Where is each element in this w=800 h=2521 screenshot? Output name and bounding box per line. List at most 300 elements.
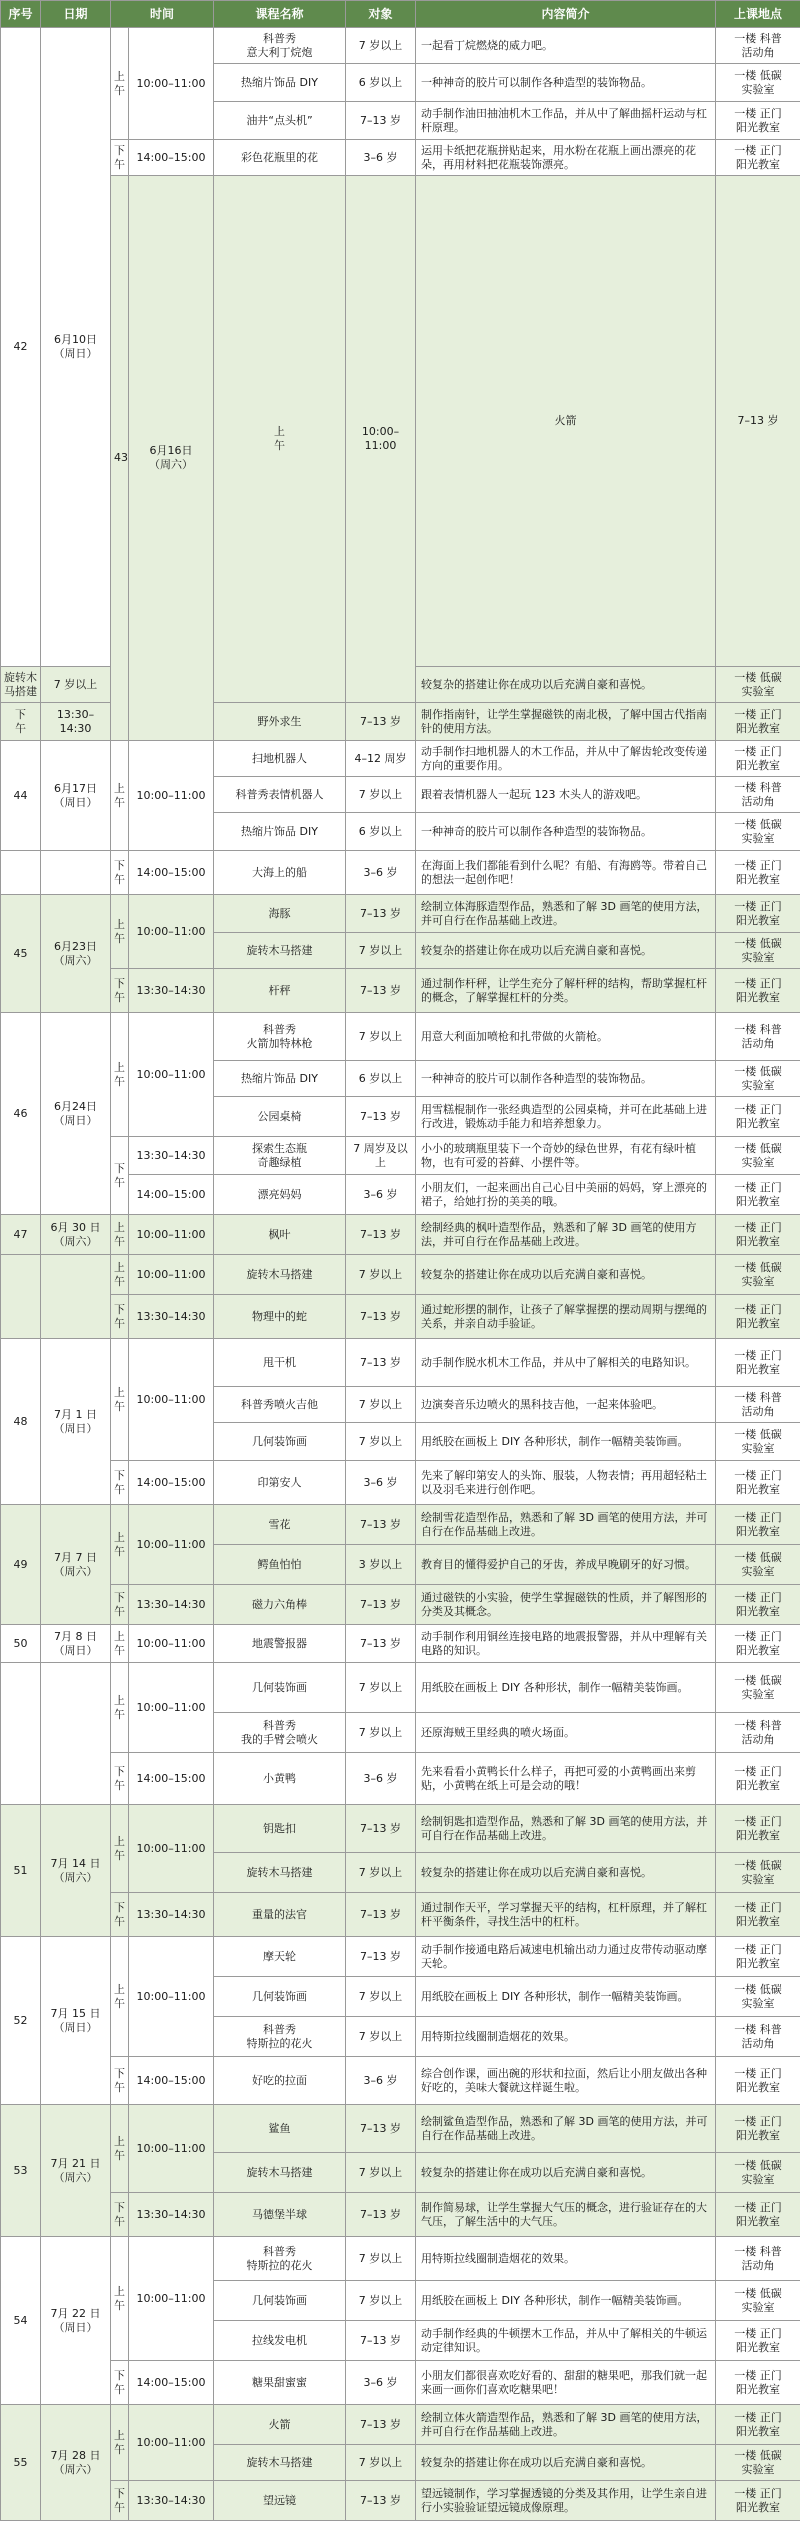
session-number: 43 (111, 176, 129, 741)
time-slot: 13:30–14:30 (129, 1137, 214, 1175)
course-name: 油井“点头机” (214, 102, 346, 140)
session-number: 49 (1, 1505, 41, 1625)
course-name: 拉线发电机 (214, 2321, 346, 2361)
header-date: 日期 (41, 1, 111, 28)
course-location: 一楼 低碳 实验室 (716, 1061, 800, 1097)
course-description: 较复杂的搭建让你在成功以后充满自豪和喜悦。 (416, 933, 716, 969)
course-target: 7 岁以上 (41, 667, 111, 703)
course-name: 鳄鱼怕怕 (214, 1545, 346, 1585)
am-label (214, 176, 346, 703)
time-slot: 10:00–11:00 (129, 28, 214, 140)
course-name: 旋转木马搭建 (1, 667, 41, 703)
course-name: 印第安人 (214, 1461, 346, 1505)
course-target: 7 岁以上 (346, 1423, 416, 1461)
course-target: 7–13 岁 (346, 703, 416, 741)
session-date: 6月16日 （周六） (129, 176, 214, 741)
time-slot: 14:00–15:00 (129, 1753, 214, 1805)
time-slot: 10:00–11:00 (129, 2237, 214, 2361)
session-date: 6月 30 日 （周六） (41, 1215, 111, 1255)
session-number: 53 (1, 2105, 41, 2237)
course-description: 一起看丁烷燃烧的威力吧。 (416, 28, 716, 64)
course-location: 一楼 正门 阳光教室 (716, 140, 800, 176)
course-target: 7–13 岁 (346, 895, 416, 933)
table-row (1, 1339, 800, 1387)
period-text: 上午 (114, 1835, 126, 1863)
course-description: 用特斯拉线圈制造烟花的效果。 (416, 2237, 716, 2281)
course-target: 3–6 岁 (346, 2057, 416, 2105)
course-target: 7–13 岁 (346, 2481, 416, 2521)
session-date (41, 1663, 111, 1805)
am-label (111, 741, 129, 851)
period-text: 下午 (114, 1303, 126, 1331)
pm-label (111, 2193, 129, 2237)
time-slot: 10:00–11:00 (346, 176, 416, 703)
course-description: 用意大利面加喷枪和扎带做的火箭枪。 (416, 1013, 716, 1061)
course-location: 一楼 科普 活动角 (716, 1713, 800, 1753)
course-location: 一楼 正门 阳光教室 (716, 741, 800, 777)
course-name: 海豚 (214, 895, 346, 933)
course-name: 旋转木马搭建 (214, 1255, 346, 1295)
session-date: 6月23日 （周六） (41, 895, 111, 1013)
course-name: 望远镜 (214, 2481, 346, 2521)
am-label (111, 1255, 129, 1295)
course-description: 一种神奇的胶片可以制作各种造型的装饰物品。 (416, 64, 716, 102)
time-slot: 13:30–14:30 (129, 2481, 214, 2521)
time-slot: 10:00–11:00 (129, 2405, 214, 2481)
table-row (1, 140, 800, 176)
session-date: 7月 15 日 （周日） (41, 1937, 111, 2105)
pm-label (111, 140, 129, 176)
course-name: 小黄鸭 (214, 1753, 346, 1805)
course-location: 一楼 正门 阳光教室 (716, 969, 800, 1013)
course-name: 重量的法官 (214, 1893, 346, 1937)
course-location: 一楼 正门 阳光教室 (716, 2321, 800, 2361)
table-row (1, 1585, 800, 1625)
period-text: 下午 (114, 977, 126, 1005)
session-number: 47 (1, 1215, 41, 1255)
course-description: 动手制作利用铜丝连接电路的地震报警器，并从中理解有关电路的知识。 (416, 1625, 716, 1663)
am-label (111, 895, 129, 969)
course-name: 热缩片饰品 DIY (214, 813, 346, 851)
period-text: 下午 (114, 1765, 126, 1793)
course-description: 综合创作课，画出碗的形状和拉面，然后让小朋友做出各种好吃的，美味大餐就这样诞生啦。 (416, 2057, 716, 2105)
session-date (41, 851, 111, 895)
course-name: 几何装饰画 (214, 2281, 346, 2321)
am-label (111, 1013, 129, 1137)
table-row (1, 1255, 800, 1295)
course-target: 7 岁以上 (346, 2153, 416, 2193)
course-target: 7–13 岁 (346, 2105, 416, 2153)
session-number (1, 1255, 41, 1339)
course-description: 用纸胶在画板上 DIY 各种形状，制作一幅精美装饰画。 (416, 2281, 716, 2321)
header-desc: 内容简介 (416, 1, 716, 28)
course-target: 3–6 岁 (346, 1175, 416, 1215)
course-name: 旋转木马搭建 (214, 2153, 346, 2193)
session-date: 7月 21 日 （周六） (41, 2105, 111, 2237)
course-description: 动手制作接通电路后减速电机输出动力通过皮带传动驱动摩天轮。 (416, 1937, 716, 1977)
course-location: 一楼 科普 活动角 (716, 1013, 800, 1061)
am-label (111, 1625, 129, 1663)
session-number: 44 (1, 741, 41, 851)
course-location: 一楼 正门 阳光教室 (716, 1585, 800, 1625)
course-description: 较复杂的搭建让你在成功以后充满自豪和喜悦。 (416, 667, 716, 703)
period-text: 下午 (114, 2369, 126, 2397)
course-name: 科普秀表情机器人 (214, 777, 346, 813)
table-row (1, 2405, 800, 2445)
time-slot: 13:30–14:30 (129, 2193, 214, 2237)
time-slot: 10:00–11:00 (129, 1013, 214, 1137)
time-slot: 13:30–14:30 (41, 703, 111, 741)
am-label (111, 2237, 129, 2361)
time-slot: 10:00–11:00 (129, 895, 214, 969)
table-row (1, 2193, 800, 2237)
course-description: 绘制立体海豚造型作品，熟悉和了解 3D 画笔的使用方法，并可自行在作品基础上改进。 (416, 895, 716, 933)
course-name: 几何装饰画 (214, 1423, 346, 1461)
course-name: 科普秀 火箭加特林枪 (214, 1013, 346, 1061)
course-target: 7 岁以上 (346, 1387, 416, 1423)
time-slot: 10:00–11:00 (129, 2105, 214, 2193)
course-name: 公园桌椅 (214, 1097, 346, 1137)
course-description: 用特斯拉线圈制造烟花的效果。 (416, 2017, 716, 2057)
course-target: 7–13 岁 (346, 1585, 416, 1625)
course-name: 科普秀 特斯拉的花火 (214, 2237, 346, 2281)
course-target: 7–13 岁 (346, 2193, 416, 2237)
course-name: 科普秀 意大利丁烷炮 (214, 28, 346, 64)
course-location: 一楼 正门 阳光教室 (716, 2193, 800, 2237)
header-location: 上课地点 (716, 1, 800, 28)
course-location: 一楼 正门 阳光教室 (716, 1505, 800, 1545)
course-description: 用纸胶在画板上 DIY 各种形状，制作一幅精美装饰画。 (416, 1977, 716, 2017)
table-row (1, 1625, 800, 1663)
period-text: 下午 (15, 708, 27, 736)
course-location: 一楼 正门 阳光教室 (716, 851, 800, 895)
course-name: 物理中的蛇 (214, 1295, 346, 1339)
course-name: 火箭 (214, 2405, 346, 2445)
course-target: 7 岁以上 (346, 1663, 416, 1713)
time-slot: 13:30–14:30 (129, 969, 214, 1013)
course-name: 甩干机 (214, 1339, 346, 1387)
session-number: 52 (1, 1937, 41, 2105)
course-target: 3–6 岁 (346, 851, 416, 895)
course-name: 磁力六角棒 (214, 1585, 346, 1625)
table-row (1, 1805, 800, 1853)
course-target: 7 周岁及以上 (346, 1137, 416, 1175)
course-name: 糖果甜蜜蜜 (214, 2361, 346, 2405)
session-number: 51 (1, 1805, 41, 1937)
course-target: 3–6 岁 (346, 1461, 416, 1505)
header-target: 对象 (346, 1, 416, 28)
table-row (1, 1505, 800, 1545)
course-target: 3 岁以上 (346, 1545, 416, 1585)
course-target: 6 岁以上 (346, 64, 416, 102)
am-label (111, 2405, 129, 2481)
course-location: 一楼 正门 阳光教室 (716, 1215, 800, 1255)
course-location: 一楼 低碳 实验室 (716, 1255, 800, 1295)
course-target: 3–6 岁 (346, 1753, 416, 1805)
course-location: 一楼 正门 阳光教室 (716, 1625, 800, 1663)
course-description: 望远镜制作，学习掌握透镜的分类及其作用，让学生亲自进行小实验验证望远镜成像原理。 (416, 2481, 716, 2521)
time-slot: 10:00–11:00 (129, 1937, 214, 2057)
course-description: 动手制作扫地机器人的木工作品，并从中了解齿轮改变传递方向的重要作用。 (416, 741, 716, 777)
pm-label (111, 2057, 129, 2105)
course-description: 较复杂的搭建让你在成功以后充满自豪和喜悦。 (416, 2445, 716, 2481)
table-row (1, 2105, 800, 2153)
header-row (1, 1, 800, 28)
session-number: 42 (1, 28, 41, 667)
am-label (111, 1215, 129, 1255)
course-location: 一楼 正门 阳光教室 (716, 1753, 800, 1805)
course-name: 科普秀 我的手臂会喷火 (214, 1713, 346, 1753)
table-row (1, 851, 800, 895)
time-slot: 10:00–11:00 (129, 1339, 214, 1461)
course-location: 一楼 正门 阳光教室 (716, 2057, 800, 2105)
table-row (1, 176, 800, 667)
session-number: 55 (1, 2405, 41, 2521)
session-number: 45 (1, 895, 41, 1013)
course-location: 一楼 正门 阳光教室 (716, 1175, 800, 1215)
course-description: 通过制作杆秤，让学生充分了解杆秤的结构，帮助掌握杠杆的概念，了解掌握杠杆的分类。 (416, 969, 716, 1013)
time-slot: 10:00–11:00 (129, 1255, 214, 1295)
course-target: 7–13 岁 (346, 1295, 416, 1339)
course-location: 一楼 正门 阳光教室 (716, 1339, 800, 1387)
course-location: 一楼 正门 阳光教室 (716, 1893, 800, 1937)
course-location: 一楼 科普 活动角 (716, 777, 800, 813)
course-location: 一楼 科普 活动角 (716, 2017, 800, 2057)
header-course: 课程名称 (214, 1, 346, 28)
course-target: 7 岁以上 (346, 777, 416, 813)
session-number: 48 (1, 1339, 41, 1505)
course-target: 7 岁以上 (346, 2237, 416, 2281)
course-target: 7–13 岁 (346, 1625, 416, 1663)
period-text: 下午 (114, 2067, 126, 2095)
course-description: 较复杂的搭建让你在成功以后充满自豪和喜悦。 (416, 1853, 716, 1893)
course-target: 7–13 岁 (346, 1937, 416, 1977)
session-date: 6月17日 （周日） (41, 741, 111, 851)
course-target: 7–13 岁 (346, 1505, 416, 1545)
time-slot: 13:30–14:30 (129, 1585, 214, 1625)
course-description: 较复杂的搭建让你在成功以后充满自豪和喜悦。 (416, 1255, 716, 1295)
course-name: 旋转木马搭建 (214, 2445, 346, 2481)
time-slot: 14:00–15:00 (129, 851, 214, 895)
course-description: 还原海贼王里经典的喷火场面。 (416, 1713, 716, 1753)
course-target: 7 岁以上 (346, 1013, 416, 1061)
course-name: 马德堡半球 (214, 2193, 346, 2237)
course-location: 一楼 正门 阳光教室 (716, 1805, 800, 1853)
period-text: 上午 (114, 1694, 126, 1722)
session-date: 7月 28 日 （周六） (41, 2405, 111, 2521)
session-date: 6月10日 （周日） (41, 28, 111, 667)
course-target: 3–6 岁 (346, 2361, 416, 2405)
course-name: 探索生态瓶 奇趣绿植 (214, 1137, 346, 1175)
course-target: 6 岁以上 (346, 813, 416, 851)
course-target: 7 岁以上 (346, 933, 416, 969)
course-name: 摩天轮 (214, 1937, 346, 1977)
course-description: 教育目的懂得爱护自己的牙齿，养成早晚刷牙的好习惯。 (416, 1545, 716, 1585)
time-slot: 10:00–11:00 (129, 1215, 214, 1255)
course-description: 绘制钥匙扣造型作品，熟悉和了解 3D 画笔的使用方法，并可自行在作品基础上改进。 (416, 1805, 716, 1853)
course-description: 用纸胶在画板上 DIY 各种形状，制作一幅精美装饰画。 (416, 1663, 716, 1713)
time-slot: 14:00–15:00 (129, 2057, 214, 2105)
table-row (1, 1893, 800, 1937)
course-description: 动手制作经典的牛顿摆木工作品，并从中了解相关的牛顿运动定律知识。 (416, 2321, 716, 2361)
period-text: 上午 (114, 1531, 126, 1559)
course-location: 一楼 正门 阳光教室 (716, 703, 800, 741)
course-description: 先来看看小黄鸭长什么样子，再把可爱的小黄鸭画出来剪贴，小黄鸭在纸上可是会动的哦！ (416, 1753, 716, 1805)
period-text: 上午 (114, 2135, 126, 2163)
table-row (1, 895, 800, 933)
course-target: 4–12 周岁 (346, 741, 416, 777)
table-row (1, 1295, 800, 1339)
course-location: 一楼 低碳 实验室 (716, 1423, 800, 1461)
table-row (1, 741, 800, 777)
period-text: 上午 (114, 782, 126, 810)
session-number: 46 (1, 1013, 41, 1215)
table-row (1, 1663, 800, 1713)
period-text: 上午 (114, 1983, 126, 2011)
course-name: 杆秤 (214, 969, 346, 1013)
table-row (1, 2481, 800, 2521)
course-location: 一楼 低碳 实验室 (716, 813, 800, 851)
table-row (1, 1461, 800, 1505)
am-label (111, 1505, 129, 1585)
time-slot: 14:00–15:00 (129, 2361, 214, 2405)
course-location: 一楼 科普 活动角 (716, 28, 800, 64)
am-label (111, 28, 129, 140)
time-slot: 10:00–11:00 (129, 1805, 214, 1893)
pm-label (1, 703, 41, 741)
pm-label (111, 1585, 129, 1625)
course-description: 制作简易球，让学生掌握大气压的概念，进行验证存在的大气压，了解生活中的大气压。 (416, 2193, 716, 2237)
course-name: 几何装饰画 (214, 1663, 346, 1713)
course-name: 雪花 (214, 1505, 346, 1545)
table-row (1, 2057, 800, 2105)
am-label (111, 1937, 129, 2057)
course-location: 一楼 低碳 实验室 (716, 2153, 800, 2193)
am-label (111, 1339, 129, 1461)
course-location: 一楼 低碳 实验室 (716, 1663, 800, 1713)
pm-label (111, 1893, 129, 1937)
header-seq: 序号 (1, 1, 41, 28)
time-slot: 14:00–15:00 (129, 1461, 214, 1505)
pm-label (111, 1461, 129, 1505)
course-location: 一楼 正门 阳光教室 (716, 2405, 800, 2445)
pm-label (111, 969, 129, 1013)
period-text: 上午 (114, 1221, 126, 1249)
table-row (1, 1753, 800, 1805)
table-row (1, 1937, 800, 1977)
course-name: 钥匙扣 (214, 1805, 346, 1853)
time-slot: 13:30–14:30 (129, 1295, 214, 1339)
course-description: 运用卡纸把花瓶拼贴起来，用水粉在花瓶上画出漂亮的花朵，再用材料把花瓶装饰漂亮。 (416, 140, 716, 176)
course-name: 科普秀 特斯拉的花火 (214, 2017, 346, 2057)
session-date: 7月 1 日 （周日） (41, 1339, 111, 1505)
pm-label (111, 2481, 129, 2521)
course-location: 一楼 正门 阳光教室 (716, 2481, 800, 2521)
course-description: 用纸胶在画板上 DIY 各种形状，制作一幅精美装饰画。 (416, 1423, 716, 1461)
course-target: 7 岁以上 (346, 28, 416, 64)
course-name: 热缩片饰品 DIY (214, 1061, 346, 1097)
course-description: 用雪糕棍制作一张经典造型的公园桌椅，并可在此基础上进行改进，锻炼动手能力和培养想象力。 (416, 1097, 716, 1137)
period-text: 下午 (114, 1162, 126, 1190)
course-location: 一楼 低碳 实验室 (716, 1977, 800, 2017)
course-location: 一楼 正门 阳光教室 (716, 895, 800, 933)
course-name: 旋转木马搭建 (214, 1853, 346, 1893)
course-name: 彩色花瓶里的花 (214, 140, 346, 176)
course-location: 一楼 科普 活动角 (716, 1387, 800, 1423)
course-target: 7–13 岁 (346, 2405, 416, 2445)
session-date: 7月 22 日 （周日） (41, 2237, 111, 2405)
table-row (1, 1013, 800, 1061)
course-location: 一楼 正门 阳光教室 (716, 1097, 800, 1137)
course-location: 一楼 正门 阳光教室 (716, 1937, 800, 1977)
course-description: 绘制立体火箭造型作品，熟悉和了解 3D 画笔的使用方法，并可自行在作品基础上改进。 (416, 2405, 716, 2445)
session-date: 6月24日 （周日） (41, 1013, 111, 1215)
course-target: 7 岁以上 (346, 2017, 416, 2057)
am-label (111, 1663, 129, 1753)
pm-label (111, 1137, 129, 1215)
header-time: 时间 (111, 1, 214, 28)
course-location: 一楼 正门 阳光教室 (716, 1461, 800, 1505)
course-location: 一楼 正门 阳光教室 (716, 2361, 800, 2405)
session-date (41, 1255, 111, 1339)
period-text: 下午 (114, 1591, 126, 1619)
time-slot: 14:00–15:00 (129, 140, 214, 176)
course-description: 一种神奇的胶片可以制作各种造型的装饰物品。 (416, 813, 716, 851)
course-name: 野外求生 (214, 703, 346, 741)
time-slot: 10:00–11:00 (129, 741, 214, 851)
course-target: 7–13 岁 (346, 1215, 416, 1255)
pm-label (111, 851, 129, 895)
course-description: 小朋友们，一起来画出自己心目中美丽的妈妈，穿上漂亮的裙子，给她打扮的美美的哦。 (416, 1175, 716, 1215)
course-target: 7 岁以上 (346, 1255, 416, 1295)
period-text: 上午 (114, 1261, 126, 1289)
course-target: 7 岁以上 (346, 1713, 416, 1753)
session-date: 7月 14 日 （周六） (41, 1805, 111, 1937)
period-text: 下午 (114, 2487, 126, 2515)
time-slot: 13:30–14:30 (129, 1893, 214, 1937)
course-target: 7–13 岁 (346, 2321, 416, 2361)
course-description: 动手制作脱水机木工作品，并从中了解相关的电路知识。 (416, 1339, 716, 1387)
period-text: 上午 (114, 1061, 126, 1089)
pm-label (111, 1753, 129, 1805)
course-target: 7–13 岁 (716, 176, 800, 667)
course-target: 3–6 岁 (346, 140, 416, 176)
course-name: 旋转木马搭建 (214, 933, 346, 969)
course-target: 7–13 岁 (346, 1097, 416, 1137)
course-target: 7–13 岁 (346, 1805, 416, 1853)
period-text: 下午 (114, 2201, 126, 2229)
course-name: 科普秀喷火吉他 (214, 1387, 346, 1423)
table-row (1, 28, 800, 64)
course-target: 7–13 岁 (346, 969, 416, 1013)
period-text: 下午 (114, 859, 126, 887)
course-location: 一楼 低碳 实验室 (716, 1137, 800, 1175)
course-location: 一楼 低碳 实验室 (716, 933, 800, 969)
course-location: 一楼 低碳 实验室 (716, 1853, 800, 1893)
course-description: 在海面上我们都能看到什么呢？有船、有海鸥等。带着自己的想法一起创作吧！ (416, 851, 716, 895)
session-date: 7月 7 日 （周六） (41, 1505, 111, 1625)
course-description: 制作指南针，让学生掌握磁铁的南北极，了解中国古代指南针的使用方法。 (416, 703, 716, 741)
time-slot: 14:00–15:00 (129, 1175, 214, 1215)
course-description: 较复杂的搭建让你在成功以后充满自豪和喜悦。 (416, 2153, 716, 2193)
course-location: 一楼 正门 阳光教室 (716, 2105, 800, 2153)
table-row (1, 2237, 800, 2281)
table-row (1, 2361, 800, 2405)
period-text: 下午 (114, 1901, 126, 1929)
course-target: 7 岁以上 (346, 2281, 416, 2321)
time-slot: 10:00–11:00 (129, 1505, 214, 1585)
course-location: 一楼 科普 活动角 (716, 2237, 800, 2281)
